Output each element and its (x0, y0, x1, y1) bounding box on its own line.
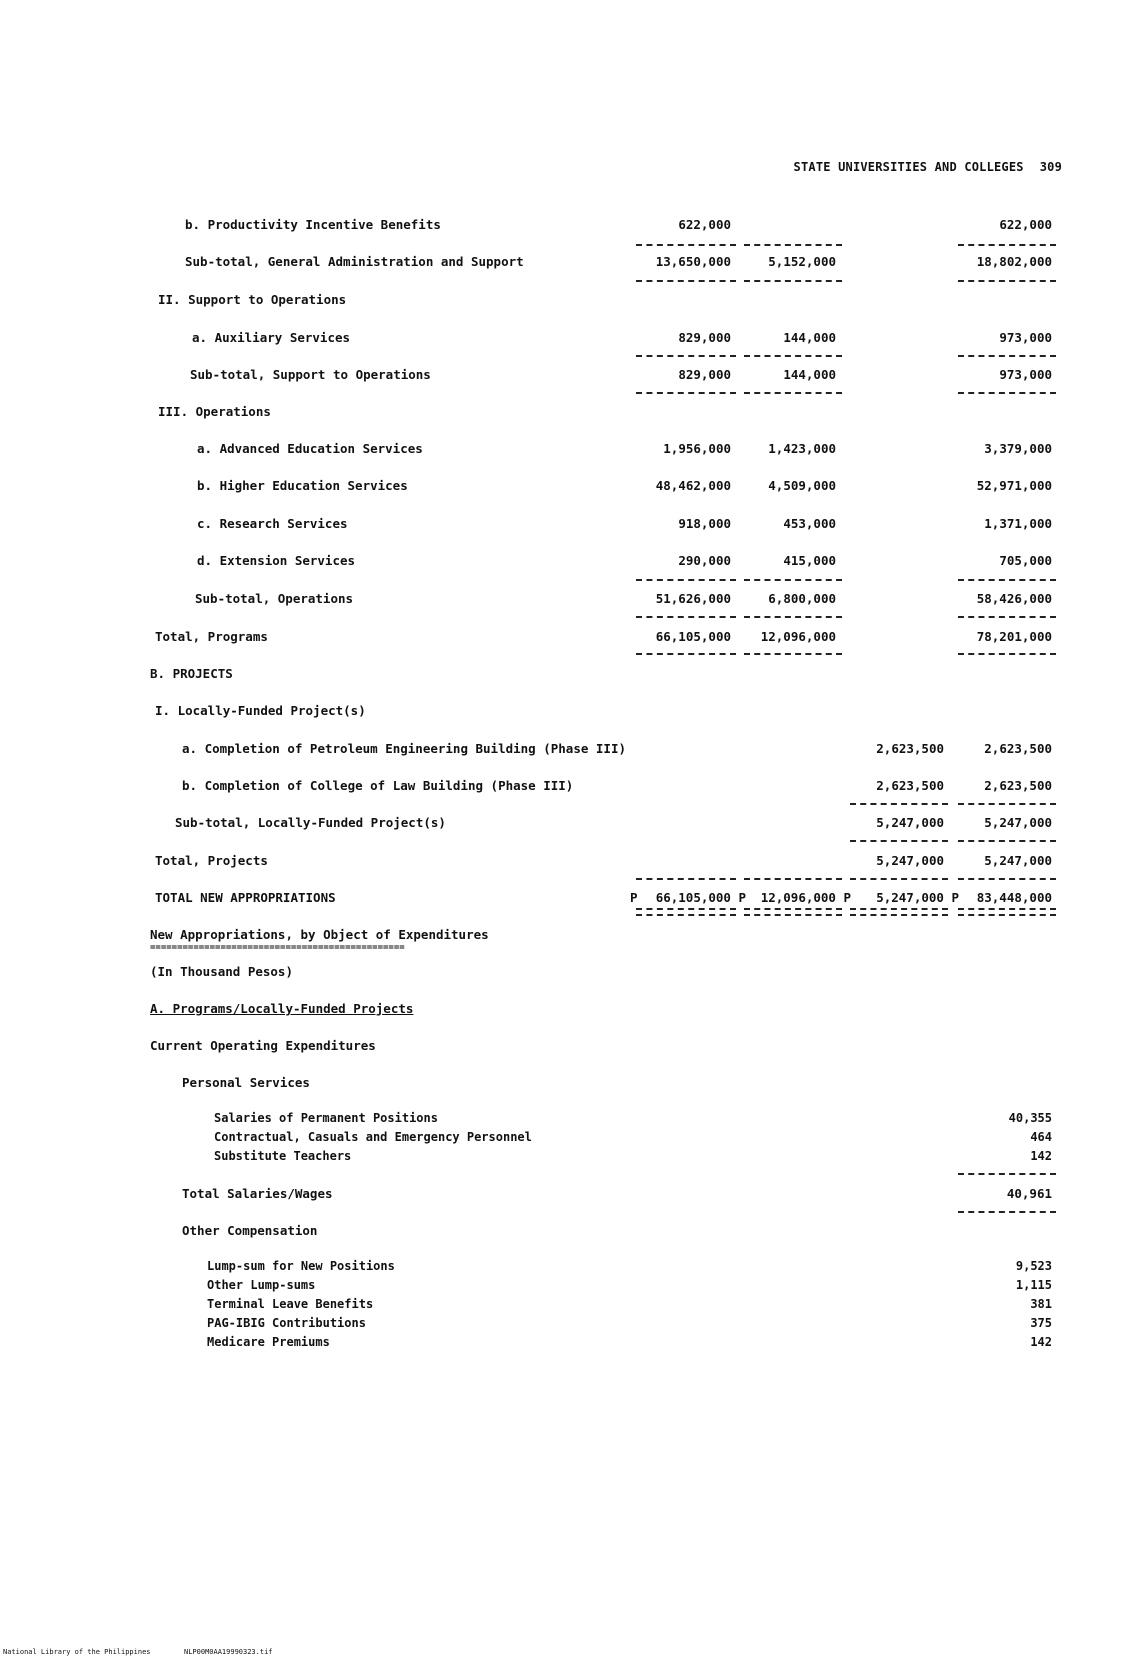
line-other-lump-sums: Other Lump-sums 1,115 (207, 1278, 1052, 1292)
line-terminal-leave: Terminal Leave Benefits 381 (207, 1297, 1052, 1311)
underline (744, 579, 842, 581)
line-auxiliary-services: a. Auxiliary Services 829,000 144,000 973,000 (192, 330, 1052, 345)
line-substitute-teachers: Substitute Teachers 142 (214, 1149, 1052, 1163)
double-underline (850, 908, 948, 916)
underline (636, 878, 736, 880)
heading-personal-services: Personal Services (182, 1075, 310, 1090)
underline (958, 355, 1056, 357)
line-subtotal-gas: Sub-total, General Administration and Support 13,650,000 5,152,000 18,802,000 (185, 254, 1052, 269)
underline (958, 840, 1056, 842)
underline (958, 579, 1056, 581)
line-productivity-incentive: b. Productivity Incentive Benefits 622,000 622,000 (185, 217, 1052, 232)
underline (744, 653, 842, 655)
underline (958, 803, 1056, 805)
underline (744, 280, 842, 282)
page-number: 309 (1039, 160, 1062, 174)
underline (958, 1173, 1056, 1175)
line-law-building: b. Completion of College of Law Building (Phase III) 2,623,500 2,623,500 (182, 778, 1052, 793)
line-salaries-permanent: Salaries of Permanent Positions 40,355 (214, 1111, 1052, 1125)
underline (958, 392, 1056, 394)
line-total-projects: Total, Projects 5,247,000 5,247,000 (155, 853, 1052, 868)
underline (636, 280, 736, 282)
underline (850, 878, 948, 880)
heading-equals-rule: =============================================== (150, 943, 405, 953)
underline (958, 1211, 1056, 1213)
line-research: c. Research Services 918,000 453,000 1,371,000 (197, 516, 1052, 531)
underline (744, 244, 842, 246)
underline (744, 355, 842, 357)
line-total-programs: Total, Programs 66,105,000 12,096,000 78,201,000 (155, 629, 1052, 644)
heading-other-compensation: Other Compensation (182, 1223, 318, 1238)
underline (636, 392, 736, 394)
footer-library: National Library of the Philippines (3, 1648, 151, 1656)
underline (636, 653, 736, 655)
line-subtotal-operations: Sub-total, Operations 51,626,000 6,800,000 58,426,000 (195, 591, 1052, 606)
line-contractual-casuals: Contractual, Casuals and Emergency Personnel 464 (214, 1130, 1052, 1144)
underline (744, 392, 842, 394)
scan-footer (3, 1648, 273, 1656)
underline (636, 579, 736, 581)
underline (958, 244, 1056, 246)
underline (958, 280, 1056, 282)
line-extension: d. Extension Services 290,000 415,000 705,000 (197, 553, 1052, 568)
underline (850, 803, 948, 805)
heading-current-opex: Current Operating Expenditures (150, 1038, 376, 1053)
underline (636, 355, 736, 357)
heading-object-of-expenditures: New Appropriations, by Object of Expenditures (150, 927, 489, 942)
line-advanced-education: a. Advanced Education Services 1,956,000 1,423,000 3,379,000 (197, 441, 1052, 456)
double-underline (958, 908, 1056, 916)
unit-note: (In Thousand Pesos) (150, 964, 293, 979)
underline (958, 616, 1056, 618)
line-subtotal-local-projects: Sub-total, Locally-Funded Project(s) 5,247,000 5,247,000 (175, 815, 1052, 830)
heading-section-a: A. Programs/Locally-Funded Projects (150, 1001, 414, 1016)
line-total-new-appropriations: TOTAL NEW APPROPRIATIONS P 66,105,000 P 12,096,000 P 5,247,000 P 83,448,000 (155, 890, 1052, 905)
line-higher-education: b. Higher Education Services 48,462,000 4,509,000 52,971,000 (197, 478, 1052, 493)
heading-projects: B. PROJECTS (150, 666, 233, 681)
double-underline (636, 908, 736, 916)
underline (636, 616, 736, 618)
underline (744, 878, 842, 880)
heading-operations: III. Operations (158, 404, 271, 419)
heading-support-operations: II. Support to Operations (158, 292, 347, 307)
underline (636, 244, 736, 246)
footer-file: NLP00M0AA19990323.tif (184, 1648, 273, 1656)
underline (744, 616, 842, 618)
line-medicare: Medicare Premiums 142 (207, 1335, 1052, 1349)
running-header (794, 160, 1062, 174)
line-petroleum-building: a. Completion of Petroleum Engineering Building (Phase III) 2,623,500 2,623,500 (182, 741, 1052, 756)
line-subtotal-sto: Sub-total, Support to Operations 829,000 144,000 973,000 (190, 367, 1052, 382)
line-total-salaries: Total Salaries/Wages 40,961 (182, 1186, 1052, 1201)
double-underline (744, 908, 842, 916)
underline (958, 653, 1056, 655)
heading-locally-funded: I. Locally-Funded Project(s) (155, 703, 366, 718)
header-title: STATE UNIVERSITIES AND COLLEGES (793, 160, 1024, 174)
line-lump-sum-new-positions: Lump-sum for New Positions 9,523 (207, 1259, 1052, 1273)
underline (958, 878, 1056, 880)
underline (850, 840, 948, 842)
line-pag-ibig: PAG-IBIG Contributions 375 (207, 1316, 1052, 1330)
